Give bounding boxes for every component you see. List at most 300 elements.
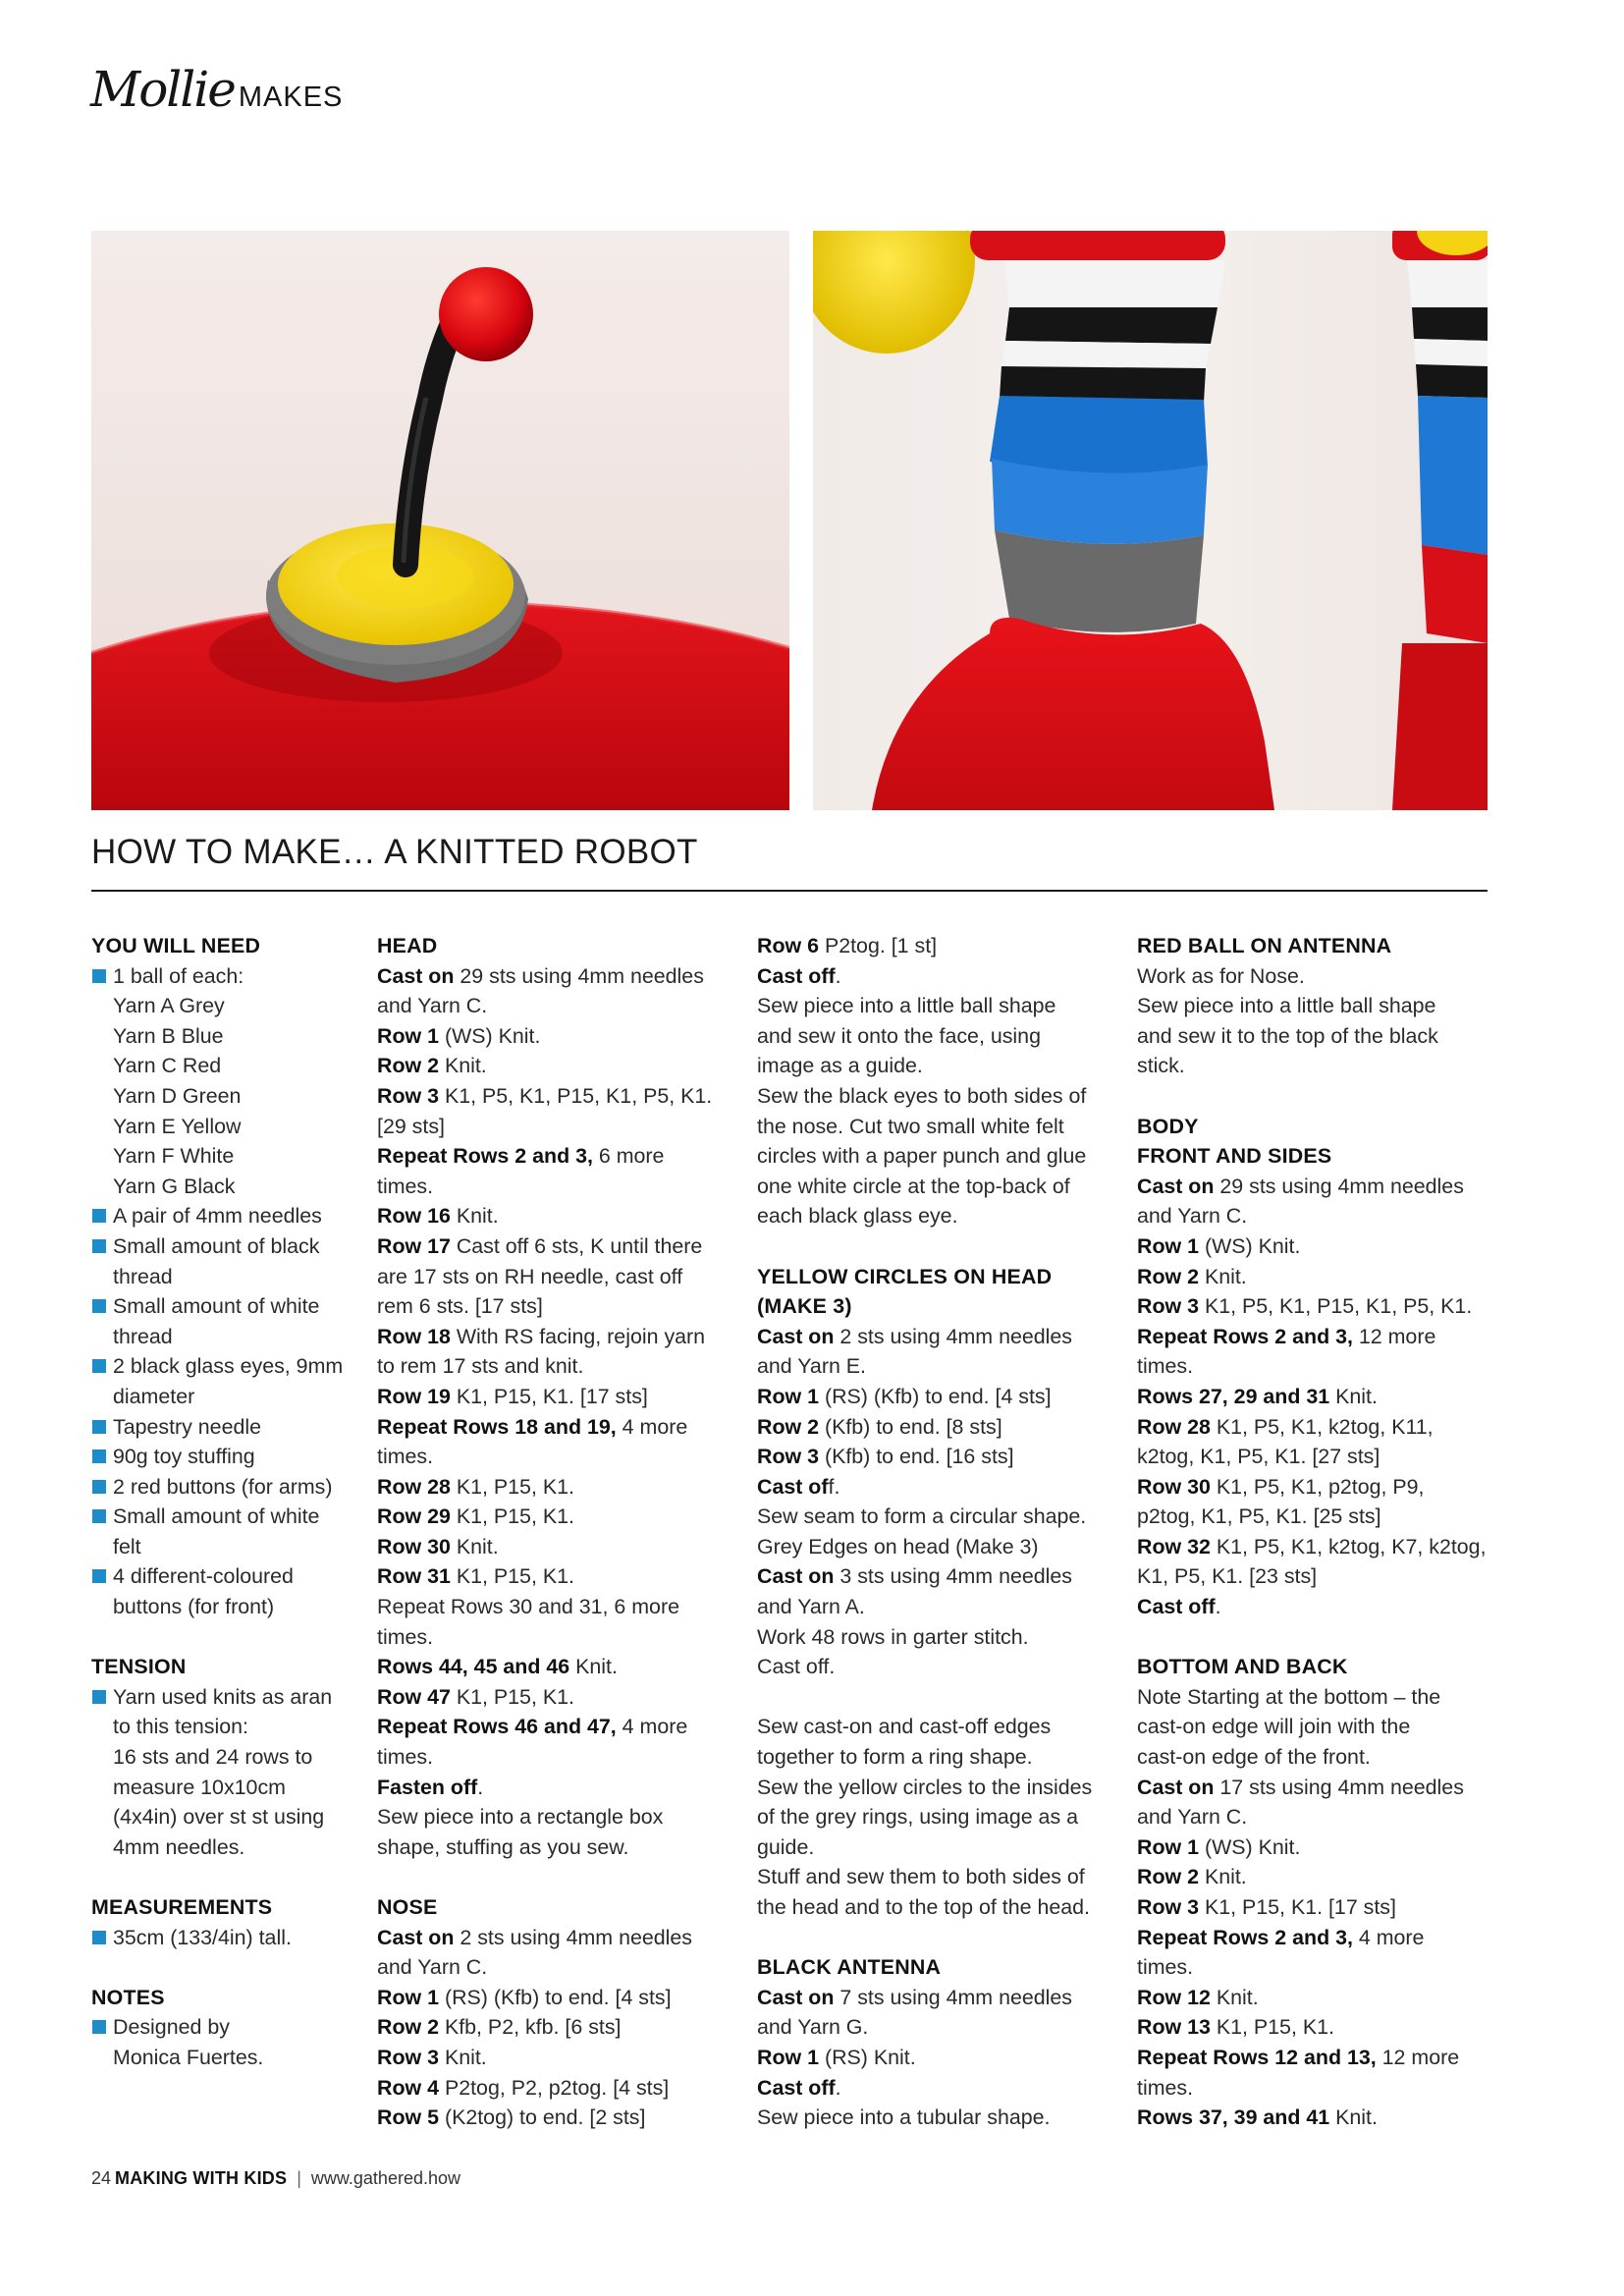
list-item: Yarn C Red <box>113 1054 222 1078</box>
instruction-text: 29 sts using 4mm needles <box>454 963 704 988</box>
instruction-line <box>1137 1892 1490 1923</box>
instruction-line <box>757 1802 1112 1832</box>
list-item: felt <box>113 1534 141 1558</box>
instruction-text: K1, P5, K1. [23 sts] <box>1137 1564 1318 1589</box>
instruction-text: of the grey rings, using image as a <box>757 1805 1078 1830</box>
instruction-label: Row 3 <box>1137 1294 1199 1319</box>
instruction-line <box>1137 1322 1490 1352</box>
front-sides-instructions <box>1137 1172 1490 1622</box>
instruction-line <box>377 1141 731 1172</box>
notes-heading: NOTES <box>91 1985 165 2009</box>
instruction-line <box>377 1561 731 1592</box>
instruction-text: K1, P15, K1. <box>450 1684 574 1709</box>
instruction-text: Stuff and sew them to both sides of <box>757 1865 1085 1889</box>
instruction-label: Row 1 <box>757 1384 819 1408</box>
instruction-text: Cast off. <box>757 1655 836 1679</box>
instruction-label: Row 31 <box>377 1564 451 1589</box>
instruction-line <box>377 1773 731 1803</box>
column-head-nose <box>377 931 731 2133</box>
instruction-text: 7 sts using 4mm needles <box>834 1985 1072 2009</box>
instruction-line <box>377 1622 731 1653</box>
instruction-label: Rows 44, 45 and 46 <box>377 1655 570 1679</box>
instruction-label: Row 3 <box>757 1445 819 1469</box>
instruction-line <box>1137 961 1490 992</box>
instruction-line <box>377 1442 731 1472</box>
instruction-text: and Yarn C. <box>377 994 488 1018</box>
instruction-label: Row 2 <box>377 1054 439 1078</box>
instruction-line <box>1137 2043 1490 2073</box>
list-item: 2 black glass eyes, 9mm <box>91 1351 349 1382</box>
instruction-label: Row 3 <box>1137 1895 1199 1919</box>
instruction-text: to rem 17 sts and knit. <box>377 1354 584 1379</box>
instruction-line <box>1137 1952 1490 1983</box>
instruction-text: 29 sts using 4mm needles <box>1214 1174 1464 1198</box>
instruction-text: K1, P15, K1. <box>450 1474 574 1499</box>
instruction-line <box>1137 1802 1490 1832</box>
instruction-line <box>377 1652 731 1682</box>
nose-heading: NOSE <box>377 1895 438 1919</box>
black-antenna-heading: BLACK ANTENNA <box>757 1955 942 1980</box>
instruction-text: Sew seam to form a circular shape. <box>757 1504 1087 1529</box>
instruction-text: Sew piece into a little ball shape <box>757 994 1056 1018</box>
instruction-line <box>377 1291 731 1322</box>
instruction-line <box>377 1172 731 1202</box>
list-item: Yarn G Black <box>113 1174 236 1198</box>
instruction-text: Work 48 rows in garter stitch. <box>757 1624 1029 1649</box>
instruction-text: and Yarn A. <box>757 1595 865 1619</box>
instruction-text: Sew piece into a tubular shape. <box>757 2105 1051 2130</box>
instruction-label: Row 4 <box>377 2075 439 2100</box>
instruction-line <box>757 1502 1112 1532</box>
instruction-line <box>1137 2012 1490 2043</box>
instruction-label: Fasten off <box>377 1775 478 1799</box>
instruction-line <box>757 1081 1112 1112</box>
instruction-label: Cast off <box>1137 1595 1216 1619</box>
instruction-label: Row 30 <box>1137 1474 1211 1499</box>
instruction-line <box>757 1832 1112 1863</box>
instruction-text: Sew piece into a rectangle box <box>377 1805 664 1830</box>
instruction-label: Row 32 <box>1137 1534 1211 1558</box>
instruction-text: Knit. <box>569 1655 618 1679</box>
yellow-circles-subheading: (MAKE 3) <box>757 1294 852 1319</box>
instruction-line <box>1137 991 1490 1021</box>
instruction-text: rem 6 sts. [17 sts] <box>377 1294 543 1319</box>
instruction-text: Sew cast-on and cast-off edges <box>757 1715 1052 1739</box>
front-sides-heading: FRONT AND SIDES <box>1137 1144 1332 1169</box>
instruction-line <box>1137 1172 1490 1202</box>
instruction-label: Row 28 <box>377 1474 451 1499</box>
instruction-label: Rows 27, 29 and 31 <box>1137 1384 1330 1408</box>
instruction-label: Row 13 <box>1137 2015 1211 2040</box>
instruction-text: and Yarn E. <box>757 1354 866 1379</box>
instruction-line <box>757 1862 1112 1892</box>
list-item: Yarn A Grey <box>113 994 225 1018</box>
instruction-line <box>377 2103 731 2133</box>
instruction-line <box>757 1051 1112 1081</box>
instruction-text: each black glass eye. <box>757 1204 958 1229</box>
instruction-text: and sew it onto the face, using <box>757 1023 1041 1048</box>
list-item: 90g toy stuffing <box>91 1442 349 1472</box>
list-item: Designed by <box>91 2012 349 2043</box>
instruction-text: 2 sts using 4mm needles <box>834 1324 1072 1348</box>
instruction-label: Row 2 <box>1137 1264 1199 1288</box>
instruction-line <box>1137 1382 1490 1412</box>
instruction-text: (K2tog) to end. [2 sts] <box>439 2105 646 2130</box>
list-item: to this tension: <box>113 1715 248 1739</box>
brand-suffix: MAKES <box>238 82 344 113</box>
list-item: 4mm needles. <box>113 1834 245 1859</box>
instruction-label: Repeat Rows 12 and 13, <box>1137 2045 1377 2069</box>
instruction-line <box>1137 2073 1490 2104</box>
instruction-text: one white circle at the top-back of <box>757 1174 1070 1198</box>
instruction-text: (RS) (Kfb) to end. [4 sts] <box>819 1384 1052 1408</box>
instruction-line <box>1137 1682 1490 1713</box>
instruction-line <box>377 1742 731 1773</box>
instruction-text: K1, P5, K1, k2tog, K11, <box>1210 1414 1434 1439</box>
instruction-label: Row 28 <box>1137 1414 1211 1439</box>
instruction-text: 4 more <box>1352 1925 1425 1949</box>
instruction-line <box>757 1472 1112 1503</box>
instruction-text: cast-on edge of the front. <box>1137 1745 1371 1770</box>
grey-rings-instructions <box>757 1712 1112 1922</box>
instruction-text: 4 more <box>616 1414 688 1439</box>
instruction-text: guide. <box>757 1834 815 1859</box>
instruction-line <box>757 2103 1112 2133</box>
instruction-line <box>757 1622 1112 1653</box>
list-item: 2 red buttons (for arms) <box>91 1472 349 1503</box>
instruction-line <box>1137 1231 1490 1262</box>
instruction-line <box>1137 1262 1490 1292</box>
instruction-text: K1, P15, K1. <box>1210 2015 1334 2040</box>
instruction-text: [29 sts] <box>377 1114 445 1138</box>
instruction-line <box>377 1712 731 1742</box>
instruction-line <box>377 1923 731 1953</box>
instruction-text: K1, P5, K1, P15, K1, P5, K1. <box>439 1083 713 1108</box>
instruction-text: and Yarn G. <box>757 2015 869 2040</box>
instruction-text: K1, P15, K1. [17 sts] <box>450 1384 648 1408</box>
instruction-line <box>757 1172 1112 1202</box>
list-item: Small amount of white <box>91 1291 349 1322</box>
instruction-label: Row 1 <box>377 1023 439 1048</box>
bottom-back-instructions <box>1137 1682 1490 2133</box>
instruction-text: k2tog, K1, P5, K1. [27 sts] <box>1137 1445 1380 1469</box>
instruction-line <box>377 1832 731 1863</box>
instruction-text: Sew the yellow circles to the insides <box>757 1775 1093 1799</box>
instruction-label: Row 2 <box>377 2015 439 2040</box>
list-item: 35cm (133/4in) tall. <box>91 1923 349 1953</box>
instruction-line <box>757 931 1112 961</box>
instruction-text: Knit. <box>1199 1865 1247 1889</box>
title-divider <box>91 890 1488 892</box>
footer-separator: | <box>297 2168 301 2188</box>
instruction-line <box>1137 1532 1490 1562</box>
instruction-text: Work as for Nose. <box>1137 963 1305 988</box>
instruction-line <box>377 1952 731 1983</box>
instruction-line <box>757 2073 1112 2104</box>
instruction-text: With RS facing, rejoin yarn <box>450 1324 706 1348</box>
instruction-text: Knit. <box>450 1204 499 1229</box>
instruction-text: Kfb, P2, kfb. [6 sts] <box>439 2015 622 2040</box>
instruction-text: Sew the black eyes to both sides of <box>757 1083 1087 1108</box>
instruction-line <box>377 2043 731 2073</box>
section-name: MAKING WITH KIDS <box>115 2168 288 2188</box>
robot-leg-photo-icon <box>813 231 1488 810</box>
instruction-text: P2tog, P2, p2tog. [4 sts] <box>439 2075 670 2100</box>
instruction-label: Row 16 <box>377 1204 451 1229</box>
instruction-line <box>377 1472 731 1503</box>
list-item: Yarn F White <box>113 1144 235 1169</box>
instruction-text: and Yarn C. <box>1137 1805 1248 1830</box>
instruction-label: Repeat Rows 46 and 47, <box>377 1715 617 1739</box>
list-item: Tapestry needle <box>91 1412 349 1443</box>
instruction-line <box>757 1382 1112 1412</box>
instruction-label: Repeat Rows 2 and 3, <box>1137 1925 1353 1949</box>
instruction-text: Knit. <box>1329 2105 1378 2130</box>
instruction-text: Knit. <box>439 2045 487 2069</box>
instruction-text: 12 more <box>1376 2045 1460 2069</box>
list-item: Small amount of black <box>91 1231 349 1262</box>
instruction-line <box>757 1742 1112 1773</box>
instruction-label: Row 6 <box>757 934 819 957</box>
instruction-line <box>1137 1291 1490 1322</box>
instruction-label: Cast of <box>757 1474 829 1499</box>
list-item: diameter <box>113 1384 195 1408</box>
instruction-line <box>377 1262 731 1292</box>
instruction-text: Knit. <box>1199 1264 1247 1288</box>
instruction-line <box>377 991 731 1021</box>
instruction-line <box>1137 1351 1490 1382</box>
instruction-label: Row 30 <box>377 1534 451 1558</box>
instruction-label: Cast on <box>377 1925 455 1949</box>
instruction-text: and Yarn C. <box>1137 1204 1248 1229</box>
antenna-photo <box>91 231 789 810</box>
instruction-text: (RS) (Kfb) to end. [4 sts] <box>439 1985 672 2009</box>
instruction-line <box>1137 1862 1490 1892</box>
bottom-back-heading: BOTTOM AND BACK <box>1137 1655 1348 1679</box>
black-antenna-instructions <box>757 1983 1112 2133</box>
instruction-line <box>757 1983 1112 2013</box>
list-item: Yarn E Yellow <box>113 1114 242 1138</box>
list-item: 16 sts and 24 rows to <box>113 1745 313 1770</box>
instruction-line <box>757 961 1112 992</box>
instruction-line <box>757 1592 1112 1622</box>
instruction-text: 2 sts using 4mm needles <box>454 1925 692 1949</box>
instruction-text: the head and to the top of the head. <box>757 1895 1090 1919</box>
instruction-text: Sew piece into a little ball shape <box>1137 994 1436 1018</box>
instruction-label: Row 5 <box>377 2105 439 2130</box>
instruction-label: Cast on <box>1137 1174 1215 1198</box>
instruction-text: (RS) Knit. <box>819 2045 916 2069</box>
instruction-text: Grey Edges on head (Make 3) <box>757 1534 1039 1558</box>
instruction-line <box>757 1201 1112 1231</box>
instruction-text: 4 more <box>616 1715 688 1739</box>
instruction-text: times. <box>377 1445 434 1469</box>
instruction-label: Row 1 <box>377 1985 439 2009</box>
instruction-line <box>377 1382 731 1412</box>
instruction-line <box>757 1351 1112 1382</box>
instruction-text: Knit. <box>1329 1384 1378 1408</box>
instruction-line <box>757 1652 1112 1682</box>
instruction-label: Cast on <box>757 1564 835 1589</box>
instruction-line <box>1137 1561 1490 1592</box>
instruction-text: times. <box>377 1745 434 1770</box>
instruction-text: Cast off 6 sts, K until there <box>450 1233 703 1258</box>
instruction-text: 3 sts using 4mm needles <box>834 1564 1072 1589</box>
red-ball-instructions <box>1137 961 1490 1081</box>
list-item: buttons (for front) <box>113 1595 275 1619</box>
instruction-text: (WS) Knit. <box>1199 1834 1301 1859</box>
list-item: 1 ball of each: <box>91 961 349 992</box>
list-item: 4 different-coloured <box>91 1561 349 1592</box>
instruction-text: 6 more <box>592 1144 665 1169</box>
page-title: HOW TO MAKE… A KNITTED ROBOT <box>91 833 698 871</box>
instruction-text: shape, stuffing as you sew. <box>377 1834 629 1859</box>
instruction-text: K1, P5, K1, k2tog, K7, k2tog, <box>1210 1534 1487 1558</box>
instruction-text: together to form a ring shape. <box>757 1745 1033 1770</box>
instruction-text: Repeat Rows 30 and 31, 6 more <box>377 1595 679 1619</box>
instruction-line <box>1137 1983 1490 2013</box>
instruction-label: Row 17 <box>377 1233 451 1258</box>
instruction-line <box>757 991 1112 1021</box>
instruction-text: times. <box>1137 1955 1194 1980</box>
instruction-line <box>757 2012 1112 2043</box>
column-nose-yellow-antenna <box>757 931 1112 2133</box>
instruction-text: the nose. Cut two small white felt <box>757 1114 1064 1138</box>
list-item: A pair of 4mm needles <box>91 1201 349 1231</box>
head-instructions <box>377 961 731 1863</box>
instruction-label: Row 1 <box>1137 1233 1199 1258</box>
instruction-line <box>377 1412 731 1443</box>
instruction-line <box>377 1051 731 1081</box>
instruction-text: stick. <box>1137 1054 1185 1078</box>
instruction-label: Repeat Rows 18 and 19, <box>377 1414 617 1439</box>
instruction-text: times. <box>1137 2075 1194 2100</box>
instruction-label: Row 2 <box>757 1414 819 1439</box>
instruction-line <box>1137 1592 1490 1622</box>
measurements-heading: MEASUREMENTS <box>91 1895 273 1919</box>
instruction-line <box>757 1112 1112 1142</box>
instruction-text: times. <box>1137 1354 1194 1379</box>
instruction-text: . <box>477 1775 484 1799</box>
instruction-line <box>1137 1051 1490 1081</box>
body-heading: BODY <box>1137 1114 1199 1138</box>
column-ball-body <box>1137 931 1490 2133</box>
list-item: thread <box>113 1324 173 1348</box>
instruction-line <box>1137 1201 1490 1231</box>
instruction-line <box>757 1892 1112 1923</box>
instruction-text: p2tog, K1, P5, K1. [25 sts] <box>1137 1504 1381 1529</box>
instruction-text: . <box>1215 1595 1221 1619</box>
yellow-circles-heading: YELLOW CIRCLES ON HEAD <box>757 1264 1053 1288</box>
list-item: measure 10x10cm <box>113 1775 286 1799</box>
instruction-line <box>757 1712 1112 1742</box>
instruction-text: (Kfb) to end. [8 sts] <box>819 1414 1002 1439</box>
instruction-text: (WS) Knit. <box>1199 1233 1301 1258</box>
instruction-text: 12 more <box>1352 1324 1436 1348</box>
instruction-line <box>1137 1923 1490 1953</box>
instruction-line <box>757 1141 1112 1172</box>
instruction-line <box>1137 1021 1490 1052</box>
instruction-label: Row 2 <box>1137 1865 1199 1889</box>
instruction-label: Row 1 <box>757 2045 819 2069</box>
instruction-line <box>377 1201 731 1231</box>
tension-heading: TENSION <box>91 1655 187 1679</box>
red-ball-heading: RED BALL ON ANTENNA <box>1137 934 1392 957</box>
instruction-line <box>377 1502 731 1532</box>
instruction-text: K1, P5, K1, P15, K1, P5, K1. <box>1199 1294 1473 1319</box>
instruction-label: Cast off <box>757 963 836 988</box>
instruction-text: . <box>835 963 841 988</box>
instruction-text: and sew it to the top of the black <box>1137 1023 1438 1048</box>
instruction-text: Knit. <box>439 1054 487 1078</box>
instruction-line <box>757 1442 1112 1472</box>
instruction-label: Repeat Rows 2 and 3, <box>1137 1324 1353 1348</box>
list-item: Yarn used knits as aran <box>91 1682 349 1713</box>
instruction-label: Rows 37, 39 and 41 <box>1137 2105 1330 2130</box>
instruction-line <box>377 1322 731 1352</box>
instruction-label: Row 12 <box>1137 1985 1211 2009</box>
instruction-label: Row 47 <box>377 1684 451 1709</box>
instruction-text: 17 sts using 4mm needles <box>1214 1775 1464 1799</box>
instruction-line <box>377 1231 731 1262</box>
page-number: 24 <box>91 2168 112 2188</box>
instruction-line <box>1137 1412 1490 1443</box>
you-will-need-heading: YOU WILL NEED <box>91 934 261 957</box>
list-item: Small amount of white <box>91 1502 349 1532</box>
robot-leg-photo <box>813 231 1488 810</box>
instruction-label: Cast on <box>1137 1775 1215 1799</box>
instruction-text: K1, P15, K1. [17 sts] <box>1199 1895 1396 1919</box>
instruction-text: f. <box>828 1474 840 1499</box>
instruction-line <box>377 1351 731 1382</box>
list-item: Yarn B Blue <box>113 1023 224 1048</box>
instruction-line <box>757 1561 1112 1592</box>
antenna-photo-icon <box>91 231 789 810</box>
instruction-line <box>1137 2103 1490 2133</box>
instruction-line <box>377 1021 731 1052</box>
footer-url[interactable]: www.gathered.how <box>310 2168 460 2188</box>
instruction-text: times. <box>377 1624 434 1649</box>
instruction-line <box>757 1412 1112 1443</box>
instruction-text: K1, P15, K1. <box>450 1564 574 1589</box>
instruction-label: Row 3 <box>377 2045 439 2069</box>
instruction-text: (WS) Knit. <box>439 1023 541 1048</box>
instruction-line <box>1137 1773 1490 1803</box>
yellow-circles-instructions <box>757 1322 1112 1682</box>
column-requirements <box>91 931 349 2073</box>
instruction-text: P2tog. [1 st] <box>819 934 938 957</box>
instruction-text: cast-on edge will join with the <box>1137 1715 1411 1739</box>
instruction-text: circles with a paper punch and glue <box>757 1144 1087 1169</box>
instruction-text: and Yarn C. <box>377 1955 488 1980</box>
page-footer <box>91 2168 460 2189</box>
instruction-line <box>377 2012 731 2043</box>
instruction-label: Cast on <box>377 963 455 988</box>
instruction-label: Cast off <box>757 2075 836 2100</box>
instruction-line <box>1137 1472 1490 1503</box>
instruction-text: . <box>835 2075 841 2100</box>
list-item: Yarn D Green <box>113 1083 242 1108</box>
nose-continued-instructions <box>757 931 1112 1231</box>
instruction-line <box>377 1112 731 1142</box>
masthead-logo <box>90 61 343 120</box>
instruction-text: Knit. <box>1210 1985 1259 2009</box>
instruction-label: Row 29 <box>377 1504 451 1529</box>
head-heading: HEAD <box>377 934 438 957</box>
list-item: thread <box>113 1264 173 1288</box>
instruction-label: Row 19 <box>377 1384 451 1408</box>
instruction-line <box>1137 1502 1490 1532</box>
